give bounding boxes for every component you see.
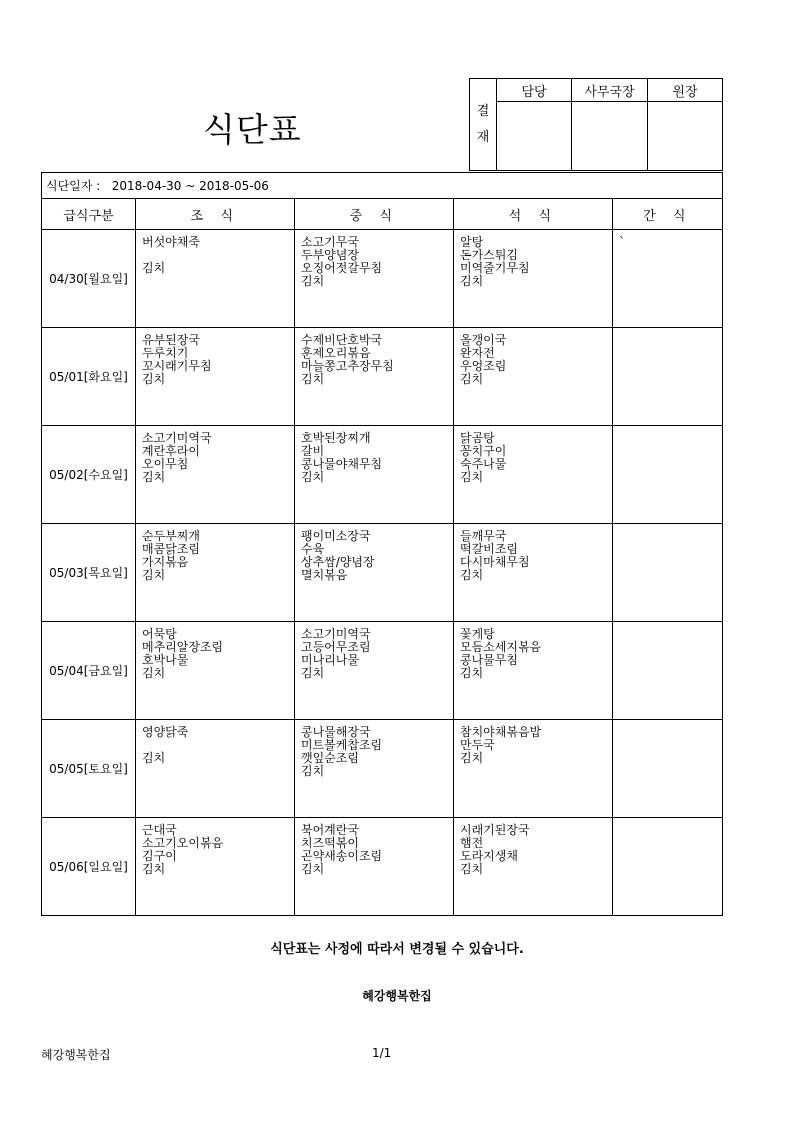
footer-organization: 혜강행복한집 xyxy=(41,1048,111,1062)
table-row xyxy=(42,426,723,524)
snack-menu xyxy=(613,720,722,726)
lunch-menu: 수제비단호박국 훈제오리볶음 마늘쫑고추장무침 김치 xyxy=(301,333,394,386)
date-range-label: 식단일자 : xyxy=(46,179,101,193)
header-dinner: 석 식 xyxy=(454,199,613,230)
snack-menu xyxy=(613,818,722,824)
approval-box xyxy=(469,78,723,171)
table-row xyxy=(42,328,723,426)
header-snack: 간 식 xyxy=(613,199,723,230)
lunch-menu: 호박된장찌개 갈비 콩나물야채무침 김치 xyxy=(301,431,383,484)
approval-sign-manager xyxy=(497,102,572,171)
breakfast-menu: 소고기미역국 계란후라이 오이무침 김치 xyxy=(142,431,212,484)
organization-name: 혜강행복한집 xyxy=(362,989,432,1003)
day-label: 05/06[일요일] xyxy=(42,818,136,916)
snack-menu: ` xyxy=(619,235,625,249)
table-row xyxy=(42,818,723,916)
change-notice: 식단표는 사정에 따라서 변경될 수 있습니다. xyxy=(270,942,524,957)
snack-menu xyxy=(613,426,722,432)
table-row xyxy=(42,230,723,328)
menu-table xyxy=(41,172,723,916)
header-lunch: 중 식 xyxy=(295,199,454,230)
day-label: 04/30[월요일] xyxy=(42,230,136,328)
lunch-menu: 북어계란국 치즈떡볶이 곤약새송이조림 김치 xyxy=(301,823,383,876)
date-range-row xyxy=(42,173,723,199)
approval-side-label-2: 재 xyxy=(476,129,490,145)
breakfast-menu: 영양닭죽 김치 xyxy=(142,725,189,765)
table-row xyxy=(42,720,723,818)
day-label: 05/04[금요일] xyxy=(42,622,136,720)
approval-side-label-1: 결 xyxy=(476,103,490,119)
lunch-menu: 팽이미소장국 수육 상추쌈/양념장 멸치볶음 xyxy=(301,529,375,582)
day-label: 05/02[수요일] xyxy=(42,426,136,524)
breakfast-menu: 근대국 소고기오이볶음 김구이 김치 xyxy=(142,823,224,876)
approval-sign-director xyxy=(648,102,723,171)
lunch-menu: 소고기무국 두부양념장 오징어젓갈무침 김치 xyxy=(301,235,383,288)
breakfast-menu: 어묵탕 메추리알장조림 호박나물 김치 xyxy=(142,627,224,680)
breakfast-menu: 유부된장국 두루치기 꼬시래기무침 김치 xyxy=(142,333,212,386)
dinner-menu: 참치야채볶음밥 만두국 김치 xyxy=(460,725,542,765)
date-range: 2018-04-30 ~ 2018-05-06 xyxy=(111,179,269,193)
lunch-menu: 소고기미역국 고등어무조림 미나리나물 김치 xyxy=(301,627,371,680)
approval-side-label xyxy=(470,79,497,171)
approval-role-secretary: 사무국장 xyxy=(572,79,648,102)
snack-menu xyxy=(613,328,722,334)
approval-role-director: 원장 xyxy=(648,79,723,102)
day-label: 05/03[목요일] xyxy=(42,524,136,622)
dinner-menu: 시래기된장국 햄전 도라지생채 김치 xyxy=(460,823,530,876)
lunch-menu: 콩나물해장국 미트볼케찹조림 깻잎순조림 김치 xyxy=(301,725,383,778)
dinner-menu: 올갱이국 완자전 우엉조림 김치 xyxy=(460,333,507,386)
header-meal-type: 급식구분 xyxy=(42,199,136,230)
dinner-menu: 알탕 돈가스튀김 미역줄기무침 김치 xyxy=(460,235,530,288)
day-label: 05/05[토요일] xyxy=(42,720,136,818)
breakfast-menu: 순두부찌개 매콤닭조림 가지볶음 김치 xyxy=(142,529,200,582)
dinner-menu: 들깨무국 떡갈비조림 다시마채무침 김치 xyxy=(460,529,530,582)
snack-menu xyxy=(613,622,722,628)
day-label: 05/01[화요일] xyxy=(42,328,136,426)
approval-sign-secretary xyxy=(572,102,648,171)
approval-role-manager: 담당 xyxy=(497,79,572,102)
page-title: 식단표 xyxy=(203,110,302,149)
dinner-menu: 꽃게탕 모듬소세지볶음 콩나물무침 김치 xyxy=(460,627,542,680)
table-row xyxy=(42,622,723,720)
table-row xyxy=(42,524,723,622)
breakfast-menu: 버섯야채죽 김치 xyxy=(142,235,200,275)
page-number: 1/1 xyxy=(372,1046,392,1060)
dinner-menu: 닭곰탕 꽁치구이 숙주나물 김치 xyxy=(460,431,507,484)
snack-menu xyxy=(613,524,722,530)
header-breakfast: 조 식 xyxy=(136,199,295,230)
